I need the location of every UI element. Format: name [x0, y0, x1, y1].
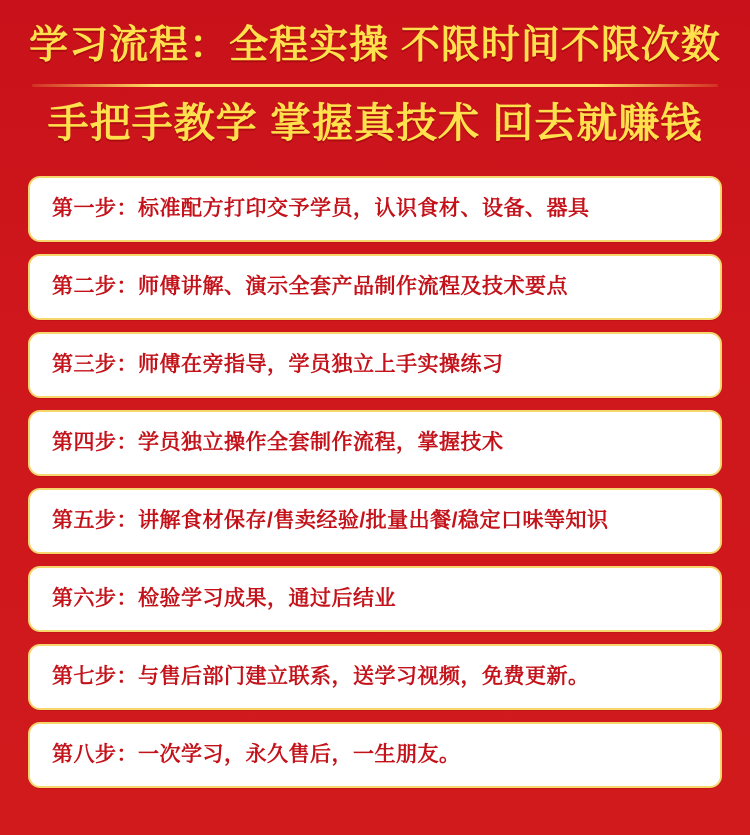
list-item: [28, 566, 722, 632]
list-item: [28, 254, 722, 320]
step-text: 第八步：一次学习，永久售后，一生朋友。: [52, 743, 461, 767]
step-text: 第一步：标准配方打印交予学员，认识食材、设备、器具: [52, 197, 590, 221]
list-item: [28, 644, 722, 710]
step-text: 第六步：检验学习成果，通过后结业: [52, 587, 396, 611]
step-text: 第四步：学员独立操作全套制作流程，掌握技术: [52, 431, 504, 455]
poster-header: [0, 0, 750, 154]
step-text: 第二步：师傅讲解、演示全套产品制作流程及技术要点: [52, 275, 568, 299]
step-text: 第七步：与售后部门建立联系，送学习视频，免费更新。: [52, 665, 590, 689]
list-item: [28, 176, 722, 242]
step-text: 第三步：师傅在旁指导，学员独立上手实操练习: [52, 353, 504, 377]
header-divider: [32, 84, 718, 87]
headline-secondary: 手把手教学 掌握真技术 回去就赚钱: [47, 99, 703, 146]
list-item: [28, 488, 722, 554]
steps-list: [28, 176, 722, 788]
list-item: [28, 410, 722, 476]
step-text: 第五步：讲解食材保存/售卖经验/批量出餐/稳定口味等知识: [52, 509, 609, 533]
headline-primary: 学习流程：全程实操 不限时间不限次数: [29, 24, 721, 67]
list-item: [28, 722, 722, 788]
list-item: [28, 332, 722, 398]
